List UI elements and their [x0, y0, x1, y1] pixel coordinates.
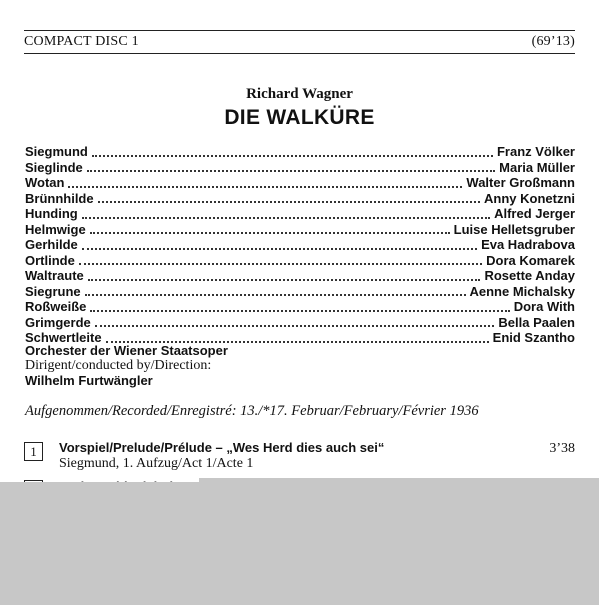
cast-singer: Enid Szantho — [492, 330, 575, 345]
cast-row — [25, 144, 575, 160]
cast-row — [25, 175, 575, 191]
cast-row — [25, 191, 575, 207]
leader-dots — [85, 294, 466, 296]
disc-duration: (69’13) — [531, 34, 575, 49]
cast-singer: Walter Großmann — [466, 175, 575, 190]
conductor-name: Wilhelm Furtwängler — [25, 373, 153, 388]
cast-role: Helmwige — [25, 221, 86, 237]
leader-dots — [90, 232, 450, 234]
cast-singer: Bella Paalen — [498, 314, 575, 330]
cast-row — [25, 315, 575, 331]
leader-dots — [79, 263, 482, 265]
cast-singer: Dora Komarek — [486, 252, 575, 268]
cast-singer: Aenne Michalsky — [469, 283, 575, 299]
cast-role: Waltraute — [25, 268, 84, 283]
orchestra-name: Orchester der Wiener Staatsoper — [25, 343, 228, 358]
cast-row — [25, 222, 575, 238]
cast-singer: Rosette Anday — [484, 268, 575, 283]
disc-label: COMPACT DISC 1 — [24, 34, 139, 49]
cast-singer: Luise Helletsgruber — [453, 221, 575, 237]
cast-row — [25, 253, 575, 269]
cast-list — [25, 144, 575, 346]
cast-role: Wotan — [25, 175, 65, 190]
cast-singer: Eva Hadrabova — [481, 237, 575, 252]
cast-row — [25, 237, 575, 253]
cast-singer: Dora With — [513, 299, 575, 314]
leader-dots — [98, 201, 480, 203]
cast-singer: Alfred Jerger — [494, 206, 575, 221]
cast-role: Brünnhilde — [25, 190, 94, 206]
track-subtitle: Siegmund, 1. Aufzug/Act 1/Acte 1 — [59, 456, 254, 471]
composer-name: Richard Wagner — [246, 86, 353, 102]
leader-dots — [82, 248, 477, 250]
cast-role: Ortlinde — [25, 252, 75, 268]
recording-info: Aufgenommen/Recorded/Enregistré: 13./*17. Februar/February/Février 1936 — [25, 403, 479, 419]
cast-row — [25, 206, 575, 222]
leader-dots — [88, 279, 481, 281]
cast-role: Schwertleite — [25, 330, 102, 345]
cast-role: Grimgerde — [25, 314, 91, 330]
cast-role: Siegmund — [25, 144, 88, 159]
cast-row — [25, 299, 575, 315]
cast-singer: Maria Müller — [499, 159, 575, 175]
disc-header — [24, 30, 575, 54]
leader-dots — [82, 217, 490, 219]
work-title: DIE WALKÜRE — [224, 106, 375, 129]
leader-dots — [92, 155, 493, 157]
cast-row — [25, 284, 575, 300]
track-title: Vorspiel/Prelude/Prélude – „Wes Herd dies auch sei“ — [59, 440, 385, 455]
cast-role: Hunding — [25, 206, 78, 221]
cast-role: Gerhilde — [25, 237, 78, 252]
leader-dots — [68, 186, 462, 188]
cast-singer: Franz Völker — [496, 144, 575, 159]
track-number: 1 — [24, 442, 43, 461]
cast-row — [25, 160, 575, 176]
conductor-label: Dirigent/conducted by/Direction: — [25, 358, 212, 373]
cast-role: Roßweiße — [25, 299, 87, 314]
cast-role: Sieglinde — [25, 159, 83, 175]
scan-margin — [0, 482, 599, 605]
leader-dots — [90, 310, 509, 312]
cast-singer: Anny Konetzni — [484, 190, 575, 206]
track-duration: 3’38 — [549, 441, 575, 456]
leader-dots — [87, 170, 495, 172]
cast-row — [25, 268, 575, 284]
cast-role: Siegrune — [25, 283, 81, 299]
leader-dots — [95, 325, 495, 327]
